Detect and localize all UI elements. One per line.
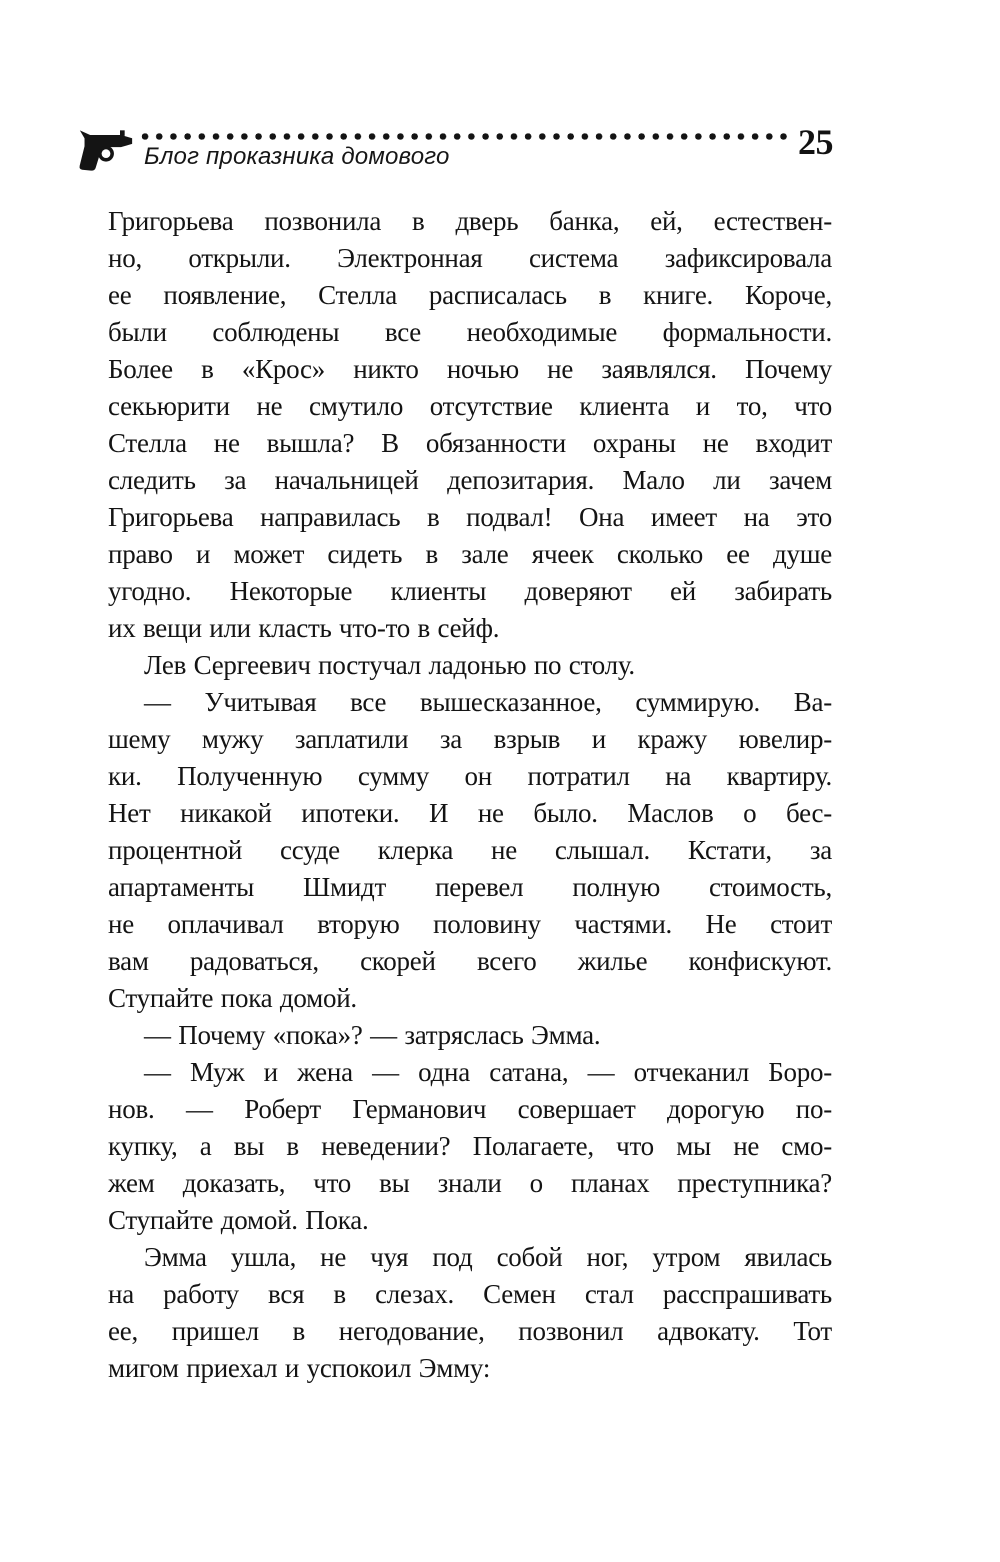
text-line: — Учитывая все вышесказанное, суммирую. Ва- (144, 687, 832, 717)
text-line: апартаменты Шмидт перевел полную стоимость, (108, 872, 832, 902)
text-line: Стелла не вышла? В обязанности охраны не входит (108, 428, 832, 458)
text-line: секьюрити не смутило отсутствие клиента и то, что (108, 391, 832, 421)
text-line: ее появление, Стелла расписалась в книге. Короче, (108, 280, 832, 310)
pistol-icon (78, 126, 134, 172)
text-line: жем доказать, что вы знали о планах преступника? (108, 1168, 832, 1198)
text-line: Ступайте пока домой. (108, 983, 357, 1013)
text-line: нов. — Роберт Германович совершает дорогую по- (108, 1094, 832, 1124)
text-line: вам радоваться, скорей всего жилье конфискуют. (108, 946, 832, 976)
text-line: Ступайте домой. Пока. (108, 1205, 369, 1235)
text-line: право и может сидеть в зале ячеек сколько ее душе (108, 539, 832, 569)
text-line: — Муж и жена — одна сатана, — отчеканил Боро- (144, 1057, 832, 1087)
paragraph (108, 1017, 832, 1054)
text-line: ее, пришел в негодование, позвонил адвокату. Тот (108, 1316, 832, 1346)
paragraph (108, 1054, 832, 1239)
text-line: угодно. Некоторые клиенты доверяют ей забирать (108, 576, 832, 606)
running-title: Блог проказника домового (144, 143, 450, 170)
text-line: были соблюдены все необходимые формальности. (108, 317, 832, 347)
paragraph (108, 1239, 832, 1387)
text-line: следить за начальницей депозитария. Мало ли зачем (108, 465, 832, 495)
text-line: ки. Полученную сумму он потратил на квартиру. (108, 761, 832, 791)
text-line: шему мужу заплатили за взрыв и кражу ювелир- (108, 724, 832, 754)
paragraph (108, 647, 832, 684)
text-line: их вещи или класть что-то в сейф. (108, 613, 500, 643)
text-line: — Почему «пока»? — затряслась Эмма. (144, 1020, 601, 1050)
text-line: Григорьева направилась в подвал! Она имеет на это (108, 502, 832, 532)
text-line: на работу вся в слезах. Семен стал расспрашивать (108, 1279, 832, 1309)
text-line: но, открыли. Электронная система зафиксировала (108, 243, 832, 273)
dotted-rule (141, 132, 793, 141)
text-line: мигом приехал и успокоил Эмму: (108, 1353, 491, 1383)
text-line: Более в «Крос» никто ночью не заявлялся. Почему (108, 354, 832, 384)
text-line: Эмма ушла, не чуя под собой ног, утром явилась (144, 1242, 832, 1272)
text-line: Лев Сергеевич постучал ладонью по столу. (144, 650, 635, 680)
text-line: процентной ссуде клерка не слышал. Кстати, за (108, 835, 832, 865)
paragraph (108, 684, 832, 1017)
page-number: 25 (798, 122, 833, 162)
text-line: купку, а вы в неведении? Полагаете, что мы не смо- (108, 1131, 832, 1161)
text-line: Нет никакой ипотеки. И не было. Маслов о бес- (108, 798, 832, 828)
page-text (108, 203, 832, 1387)
paragraph (108, 203, 832, 647)
text-line: Григорьева позвонила в дверь банка, ей, естествен- (108, 206, 832, 236)
text-line: не оплачивал вторую половину частями. Не стоит (108, 909, 832, 939)
